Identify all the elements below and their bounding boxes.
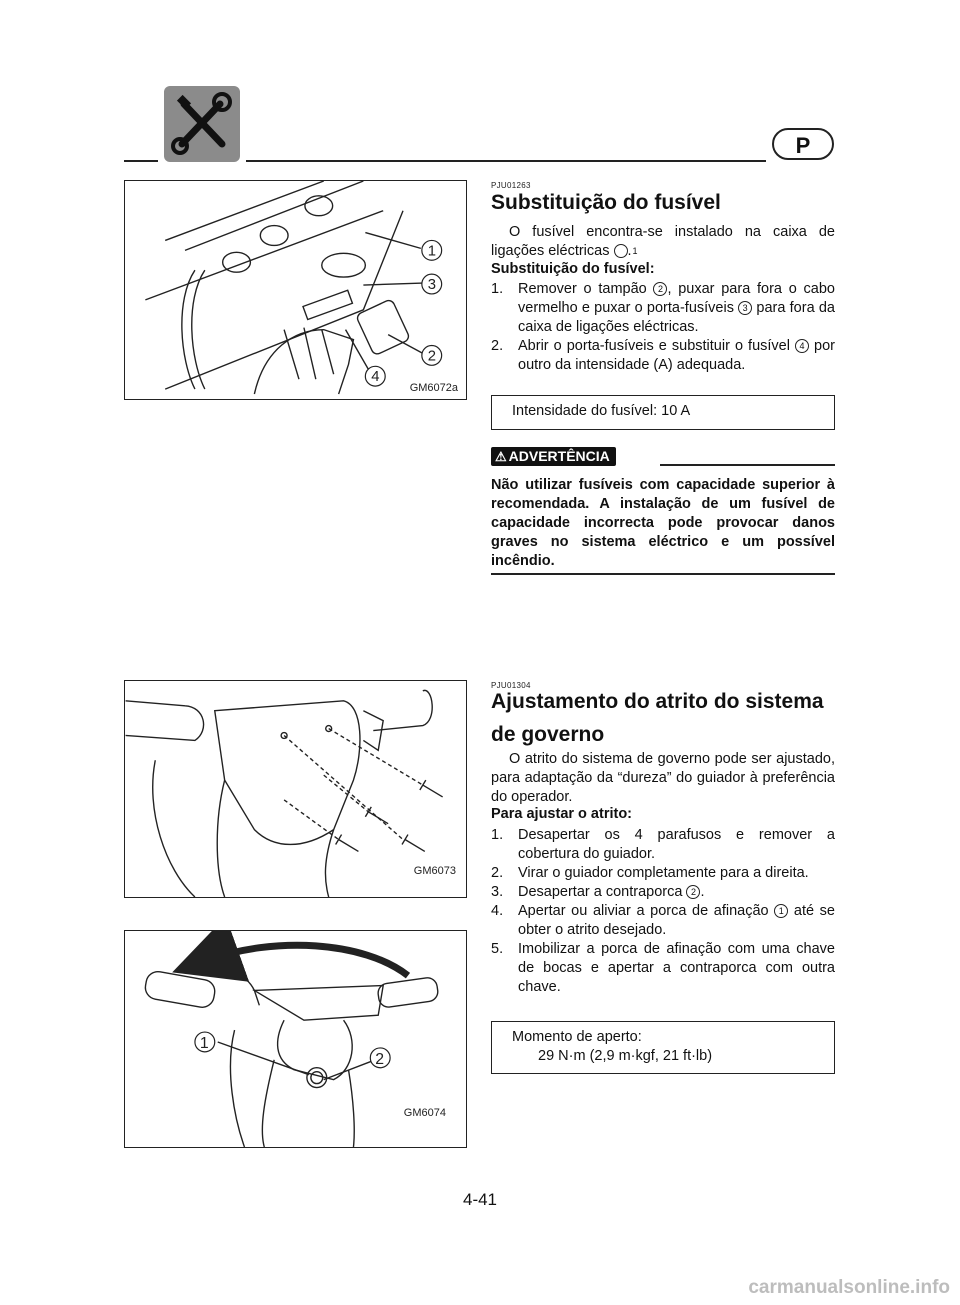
spec-value: 29 N·m (2,9 m·kgf, 21 ft·lb) [538, 1048, 713, 1064]
ref-callout: 1 [614, 244, 628, 258]
language-badge: P [772, 128, 834, 160]
step-number: 2. [491, 338, 504, 354]
watermark: carmanualsonline.info [748, 1277, 950, 1298]
step-number: 3. [491, 884, 504, 900]
step-text: por outro da intensidade (A) adequada. [518, 338, 835, 373]
warning-rule-bottom [491, 573, 835, 575]
ref-callout: 2 [686, 885, 700, 899]
step-text: para fora da caixa de ligações eléctricas. [518, 300, 835, 335]
section-code: PJU01304 [491, 681, 531, 690]
step-text: Abrir o porta-fusíveis e substituir o fusível [518, 338, 795, 354]
ref-callout: 2 [653, 282, 667, 296]
figure-handlebar-adjust [124, 930, 467, 1148]
figure-handlebar-cover [124, 680, 467, 898]
section-intro: O atrito do sistema de governo pode ser ajustado, para adaptação da “dureza” do guiador à preferência do operador. [491, 751, 835, 805]
ref-callout: 1 [774, 904, 788, 918]
spec-box [491, 1021, 835, 1074]
procedure-heading: Para ajustar o atrito: [491, 806, 633, 822]
procedure-step [491, 337, 835, 375]
fig3-callout-1: 1 [199, 1034, 209, 1052]
step-text: até se obter o atrito desejado. [518, 903, 835, 938]
step-text: Desapertar os 4 parafusos e remover a cobertura do guiador. [518, 827, 835, 862]
procedure-step [491, 280, 835, 337]
fig1-callout-3: 3 [427, 277, 437, 294]
header-rule-left [124, 160, 158, 162]
section-code: PJU01263 [491, 181, 531, 190]
procedure-step [491, 826, 835, 864]
spec-text: Intensidade do fusível: 10 A [512, 403, 691, 419]
procedure-steps [491, 280, 835, 375]
procedure-step [491, 902, 835, 940]
warning-badge: ⚠ ADVERTÊNCIA [491, 447, 616, 466]
procedure-step [491, 883, 835, 902]
page-number: 4-41 [462, 1190, 498, 1209]
step-number: 4. [491, 903, 504, 919]
step-number: 5. [491, 941, 504, 957]
step-text: Virar o guiador completamente para a direita. [518, 865, 809, 881]
step-text: Remover o tampão [518, 281, 654, 297]
step-text: . [700, 884, 705, 900]
step-text: Apertar ou aliviar a porca de afinação [518, 903, 775, 919]
warning-text: Não utilizar fusíveis com capacidade superior à recomendada. A instalação de um fusível de capacidade incorrecta pode provocar danos graves no sistema eléctrico e um possível incêndio. [491, 477, 835, 569]
fig1-callout-4: 4 [371, 369, 380, 386]
warning-icon: ⚠ [495, 449, 507, 464]
step-number: 2. [491, 865, 504, 881]
step-number: 1. [491, 827, 504, 843]
section-title: Substituição do fusível [491, 191, 721, 214]
procedure-step [491, 864, 835, 883]
spec-box [491, 395, 835, 430]
procedure-steps [491, 826, 835, 997]
warning-rule-top [660, 464, 835, 466]
fig1-callout-2: 2 [427, 348, 437, 365]
step-text: , puxar para fora o cabo vermelho e puxar o porta-fusíveis [518, 281, 835, 316]
tools-icon [164, 86, 240, 162]
figure-code: GM6072a [409, 382, 458, 394]
ref-callout: 4 [795, 339, 809, 353]
figure-code: GM6073 [413, 865, 456, 877]
step-number: 1. [491, 281, 504, 297]
procedure-heading: Substituição do fusível: [491, 261, 655, 277]
fig3-callout-2: 2 [375, 1050, 385, 1068]
ref-callout: 3 [738, 301, 752, 315]
figure-code: GM6074 [403, 1107, 446, 1119]
section-intro: O fusível encontra-se instalado na caixa de ligações eléctricas 1. [491, 224, 835, 259]
spec-label: Momento de aperto: [512, 1029, 642, 1045]
figure-fuse-box [124, 180, 467, 400]
header-rule-right [246, 160, 766, 162]
step-text: Desapertar a contraporca [518, 884, 687, 900]
step-text: Imobilizar a porca de afinação com uma chave de bocas e apertar a contraporca com outra chave. [518, 941, 835, 995]
section-title: Ajustamento do atrito do sistema de governo [491, 690, 824, 746]
procedure-step [491, 940, 835, 997]
fig1-callout-1: 1 [427, 243, 437, 260]
